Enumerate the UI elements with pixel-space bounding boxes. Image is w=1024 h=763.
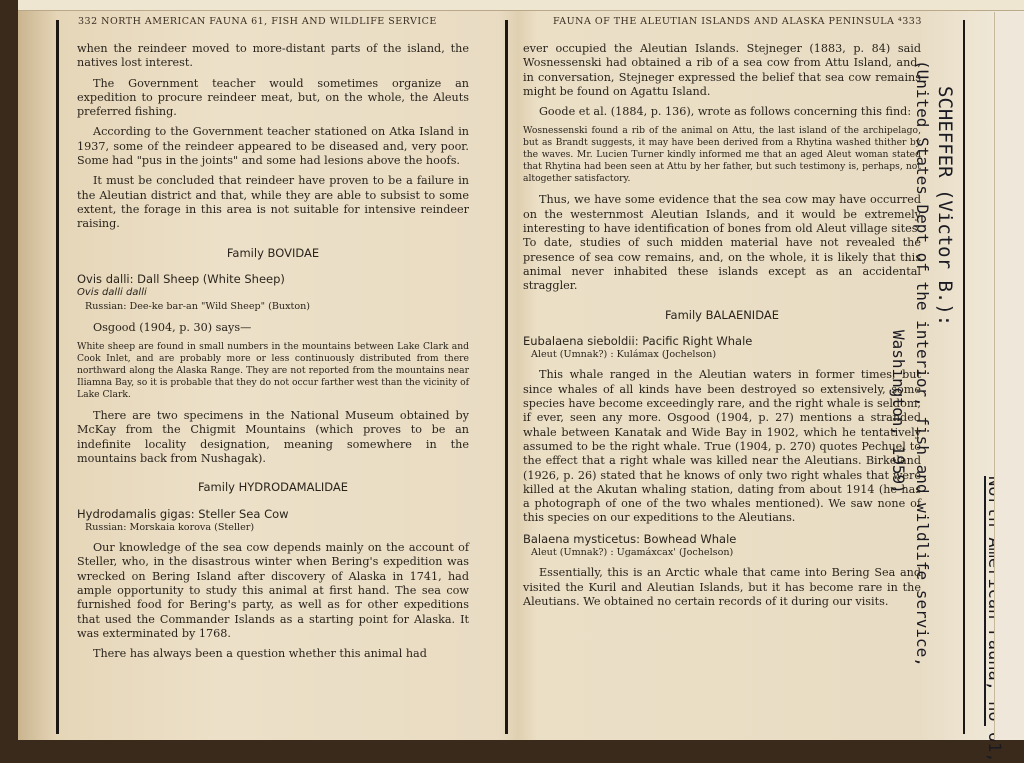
- paragraph: Essentially, this is an Arctic whale that came into Bering Sea and visited the Kuril and Aleutian Islands, but it has become rare in the Aleutians. We obtained no certain records of it during our visits.: [523, 566, 921, 608]
- paragraph: The Government teacher would sometimes organize an expedition to procure reindeer meat, but, on the whole, the Aleuts preferred fishing.: [77, 76, 469, 119]
- paragraph: It must be concluded that reindeer have proven to be a failure in the Aleutian district and that, while they are able to subsist to some extent, the forage in this area is not suitable for intensive reindeer raising.: [77, 174, 469, 231]
- handwritten-publisher: (United States Dept of the interior, fish and wildlife service,: [913, 60, 932, 667]
- paper-edge: [18, 0, 1024, 11]
- paragraph: There are two specimens in the National Museum obtained by McKay from the Chigmit Mountains (which proves to be an indefinite locality designation, meaning somewhere in the mountains back from Nushagak).: [77, 409, 469, 465]
- subspecies-name: Ovis dalli dalli: [77, 287, 147, 299]
- quotation: White sheep are found in small numbers in the mountains between Lake Clark and Cook Inlet, and are probably more or less continuously distributed from there northward along the Alaska Range. They are not reported from the mountains near Iliamna Bay, so it is probable that they do not occur farther west than the vicinity of Lake Clark.: [77, 341, 469, 401]
- species-heading: Balaena mysticetus: Bowhead Whale: [523, 531, 737, 546]
- paragraph: There has always been a question whether this animal had: [93, 647, 427, 661]
- handwritten-underline: [984, 476, 986, 726]
- paragraph: According to the Government teacher stationed on Atka Island in 1937, some of the reindeer appeared to be diseased and, very poor. Some had "pus in the joints" and some had lesions above the hoofs.: [77, 125, 469, 168]
- left-page-header: 332 NORTH AMERICAN FAUNA 61, FISH AND WILDLIFE SERVICE: [78, 16, 437, 27]
- right-fold-line: [963, 20, 965, 734]
- paragraph: ever occupied the Aleutian Islands. Stejneger (1883, p. 84) said Wosnessenski had obtained a rib of a sea cow from Attu Island, and, in conversation, Stejneger expressed the belief that sea cow remains might be found on Agattu Island.: [523, 42, 921, 98]
- native-name: Russian: Morskaia korova (Steller): [85, 521, 255, 533]
- family-heading: Family BALAENIDAE: [664, 307, 779, 322]
- document-sheet: [18, 0, 1024, 763]
- paragraph: Osgood (1904, p. 30) says—: [93, 320, 252, 334]
- right-page-header: FAUNA OF THE ALEUTIAN ISLANDS AND ALASKA PENINSULA ⁴333: [553, 16, 922, 27]
- native-name: Russian: Dee-ke bar-an "Wild Sheep" (Buxton): [85, 301, 311, 313]
- paragraph: This whale ranged in the Aleutian waters in former times, but since whales of all kinds have been destroyed so extensively, some species have become exceedingly rare, and the right whale is seldom, if ever, seen any more. Osgood (1904, p. 27) mentions a stranded whale between Kanatak and Wide Bay in 1902, which he tentatively assumed to be the right whale. True (1904, p. 270) quotes Pechuel to the effect that a right whale was killed near the Aleutians. Birkeland (1926, p. 26) stated that he knows of only two right whales that were killed at the Akutan whaling station, dating from about 1914 (he has a photograph of one of the two whales mentioned). We saw none of this species on our expeditions to the Aleutians.: [523, 368, 921, 525]
- native-name: Aleut (Umnak?) : Ugamáxcax' (Jochelson): [531, 547, 734, 559]
- left-column: [77, 42, 469, 668]
- center-fold-line: [505, 20, 508, 734]
- family-heading: Family BOVIDAE: [226, 245, 320, 260]
- page-edge-strip: [994, 12, 1024, 740]
- paragraph: when the reindeer moved to more-distant parts of the island, the natives lost interest.: [77, 42, 469, 70]
- handwritten-author: SCHEFFER (Victor B.):: [934, 86, 956, 327]
- species-heading: Hydrodamalis gigas: Steller Sea Cow: [77, 506, 289, 521]
- native-name: Aleut (Umnak?) : Kulámax (Jochelson): [531, 349, 717, 361]
- family-heading: Family HYDRODAMALIDAE: [197, 480, 349, 495]
- paragraph: Thus, we have some evidence that the sea cow may have occurred on the westernmost Aleutian Islands, and it would be extremely interesting to have identification of bones from old Aleut village sites. To date, studies of such midden material have not revealed the presence of sea cow remains, and, on the whole, it is likely that this animal never inhabited these islands except as an accidental straggler.: [523, 193, 921, 293]
- paragraph: Our knowledge of the sea cow depends mainly on the account of Steller, who, in the disastrous winter when Bering's expedition was wrecked on Bering Island after discovery of Alaska in 1741, had ample opportunity to study this animal at first hand. The sea cow furnished food for Bering's party, as well as for other expeditions that used the Commander Islands as a starting point for Alaska. It was exterminated by 1768.: [77, 541, 469, 640]
- handwritten-place-date: Washington, 1959): [889, 330, 908, 494]
- paragraph: Goode et al. (1884, p. 136), wrote as follows concerning this find:: [539, 105, 912, 119]
- species-heading: Ovis dalli: Dall Sheep (White Sheep): [77, 271, 285, 286]
- species-heading: Eubalaena sieboldii: Pacific Right Whale: [523, 333, 753, 348]
- right-column: [523, 42, 921, 615]
- handwritten-series: 61,: [984, 731, 1004, 763]
- quotation: Wosnessenski found a rib of the animal on Attu, the last island of the archipelago, but as Brandt suggests, it may have been derived from a Rhytina washed thither by the waves. Mr. Lucien Turner kindly informed me that an aged Aleut woman stated that Rhytina had been seen at Attu by her father, but such testimony is, perhaps, not altogether satisfactory.: [523, 125, 921, 185]
- left-fold-line: [56, 20, 59, 734]
